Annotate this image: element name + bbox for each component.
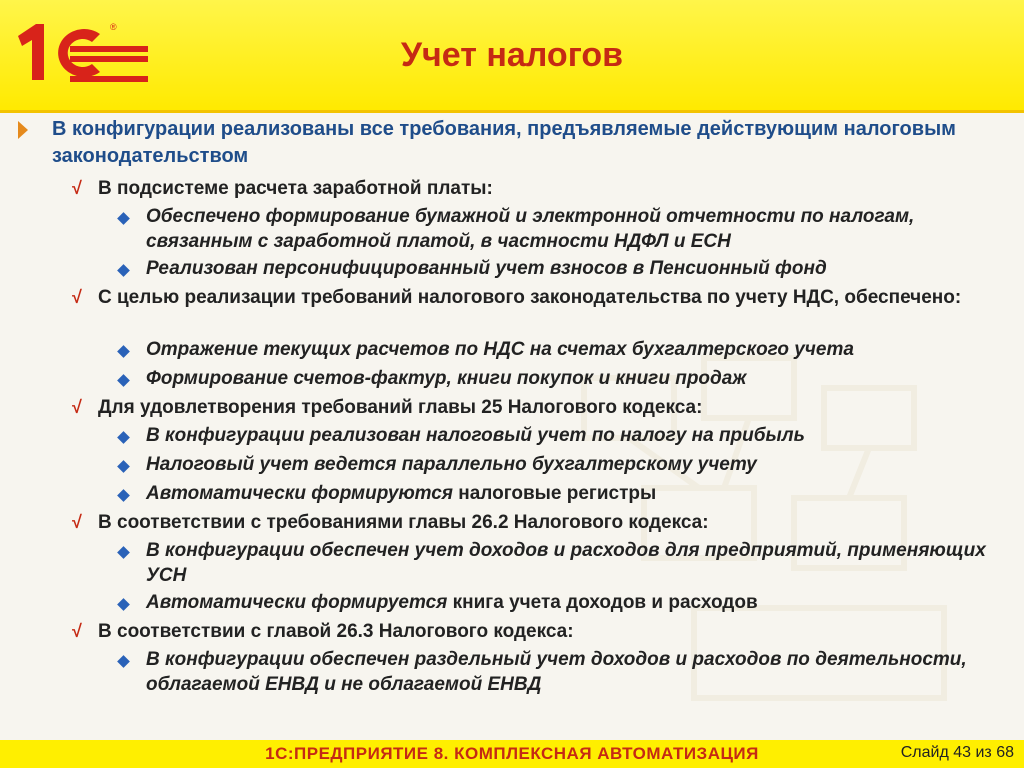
diamond-bullet-icon	[119, 543, 129, 553]
svg-text:®: ®	[110, 22, 117, 32]
list-item	[146, 481, 1016, 506]
arrow-bullet-icon	[18, 121, 28, 139]
list-item: Обеспечено формирование бумажной и электронной отчетности по налогам, связанным с заработной платой, в частности НДФЛ и ЕСН	[146, 206, 915, 252]
section-label: В соответствии с требованиями главы 26.2 Налогового кодекса:	[98, 512, 709, 533]
footer-title: 1С:ПРЕДПРИЯТИЕ 8. КОМПЛЕКСНАЯ АВТОМАТИЗАЦИЯ	[265, 744, 759, 763]
diamond-bullet-icon	[119, 209, 129, 219]
list-item: В конфигурации обеспечен раздельный учет доходов и расходов по деятельности, облагаемой ЕНВД и не облагаемой ЕНВД	[146, 649, 967, 695]
list-item: Формирование счетов-фактур, книги покупок и книги продаж	[146, 368, 747, 389]
diamond-bullet-icon	[119, 457, 129, 467]
diamond-bullet-icon	[119, 342, 129, 352]
diamond-bullet-icon	[119, 652, 129, 662]
list-item-normal: налоговые регистры	[452, 483, 657, 504]
list-item: В конфигурации обеспечен учет доходов и расходов для предприятий, применяющих УСН	[146, 540, 986, 586]
slide-number: Слайд 43 из 68	[900, 744, 1014, 761]
list-item-normal: книга учета доходов и расходов	[447, 592, 758, 613]
list-item-italic: Автоматически формируются	[146, 483, 453, 504]
list-item-italic: Автоматически формируется	[146, 592, 448, 613]
diamond-bullet-icon	[119, 486, 129, 496]
header-divider	[0, 110, 1024, 113]
section-label: С целью реализации требований налогового законодательства по учету НДС, обеспечено:	[98, 287, 962, 308]
list-item	[146, 590, 1016, 615]
list-item: В конфигурации реализован налоговый учет по налогу на прибыль	[146, 425, 805, 446]
check-bullet-icon: √	[72, 287, 82, 307]
diamond-bullet-icon	[119, 371, 129, 381]
check-bullet-icon: √	[72, 512, 82, 532]
page-title: Учет налогов	[400, 36, 624, 74]
check-bullet-icon: √	[72, 621, 82, 641]
section-label: В подсистеме расчета заработной платы:	[98, 178, 493, 199]
section-label: Для удовлетворения требований главы 25 Налогового кодекса:	[98, 397, 703, 418]
section-label: В соответствии с главой 26.3 Налогового кодекса:	[98, 621, 574, 642]
main-heading: В конфигурации реализованы все требования, предъявляемые действующим налоговым законодательством	[52, 118, 956, 167]
list-item: Реализован персонифицированный учет взносов в Пенсионный фонд	[146, 258, 827, 279]
diamond-bullet-icon	[119, 428, 129, 438]
diamond-bullet-icon	[119, 595, 129, 605]
list-item: Налоговый учет ведется параллельно бухгалтерскому учету	[146, 454, 757, 475]
check-bullet-icon: √	[72, 178, 82, 198]
check-bullet-icon: √	[72, 397, 82, 417]
diamond-bullet-icon	[119, 261, 129, 271]
list-item: Отражение текущих расчетов по НДС на счетах бухгалтерского учета	[146, 339, 854, 360]
